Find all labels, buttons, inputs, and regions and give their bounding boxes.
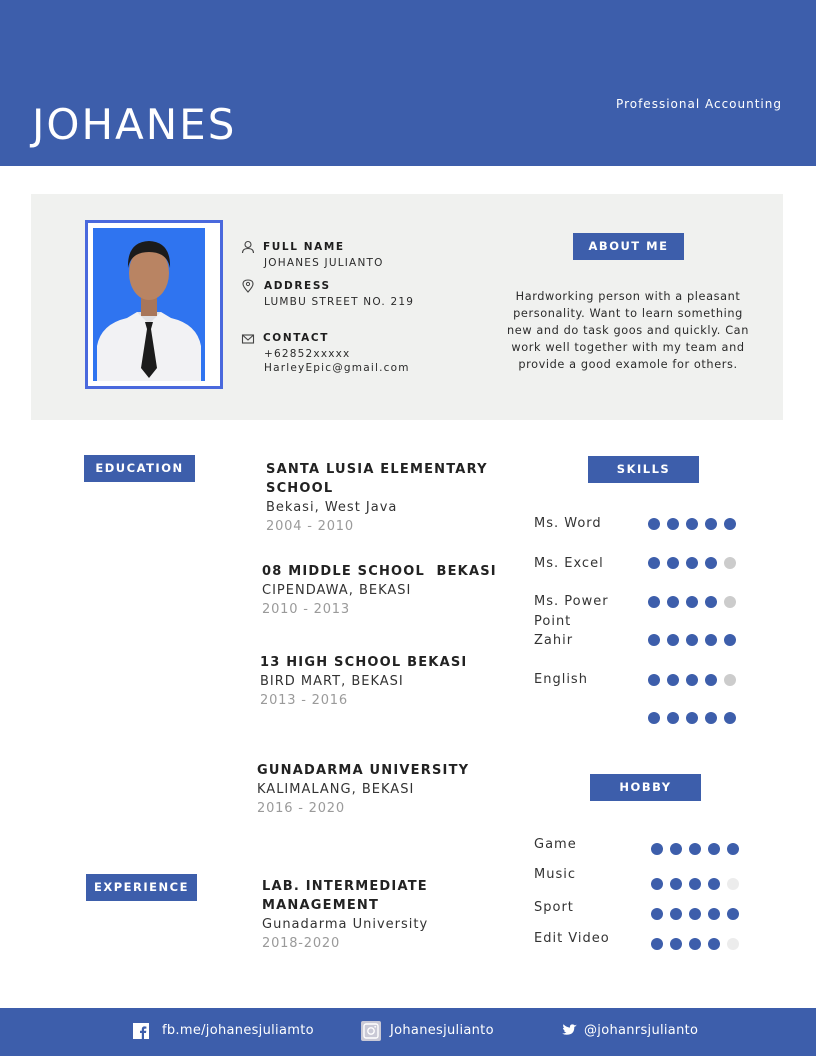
hobby-label: Music [534, 867, 576, 882]
skill-level-dot [705, 712, 717, 724]
hobby-level-dot [651, 878, 663, 890]
skill-label: English [534, 672, 588, 687]
skill-level-dot [724, 557, 736, 569]
about-me-text [507, 288, 749, 373]
skill-label: Ms. Power [534, 594, 609, 609]
contact-label: CONTACT [263, 332, 329, 344]
hobby-level-dot [651, 938, 663, 950]
person-silhouette-icon [93, 228, 205, 381]
education-title: GUNADARMA UNIVERSITY [257, 763, 470, 778]
hobby-level-dot [708, 878, 720, 890]
education-years: 2013 - 2016 [260, 693, 348, 708]
skill-level-dot [667, 596, 679, 608]
hobby-level-dot [670, 908, 682, 920]
experience-place: Gunadarma University [262, 917, 429, 932]
profile-photo [93, 228, 205, 381]
skill-level-dot [648, 596, 660, 608]
hobby-level-dot [670, 878, 682, 890]
profession-title: Professional Accounting [616, 97, 782, 111]
hobby-level-dot [689, 878, 701, 890]
instagram-link[interactable]: Johanesjulianto [390, 1023, 494, 1038]
skill-level-dot [724, 596, 736, 608]
skill-level-dot [686, 518, 698, 530]
facebook-icon[interactable] [133, 1023, 149, 1039]
education-heading: EDUCATION [84, 455, 195, 482]
skills-heading: SKILLS [588, 456, 699, 483]
full-name-label: FULL NAME [263, 241, 345, 253]
location-pin-icon [241, 279, 255, 293]
hobby-level-dot [670, 938, 682, 950]
twitter-icon[interactable] [559, 1024, 577, 1039]
hobby-level-dot [727, 878, 739, 890]
hobby-label: Sport [534, 900, 574, 915]
skill-level-dot [705, 518, 717, 530]
about-line: new and do task goos and quickly. Can [507, 324, 749, 337]
skill-level-dot [686, 634, 698, 646]
about-line: personality. Want to learn something [513, 307, 743, 320]
education-place: Bekasi, West Java [266, 500, 398, 515]
experience-title: MANAGEMENT [262, 898, 380, 913]
resume-name: JOHANES [32, 100, 237, 149]
skill-level-dot [724, 674, 736, 686]
skill-level-dot [648, 518, 660, 530]
hobby-level-dot [689, 938, 701, 950]
skill-level-dot [667, 712, 679, 724]
hobby-heading: HOBBY [590, 774, 701, 801]
skill-level-dot [648, 712, 660, 724]
skill-level-dot [724, 634, 736, 646]
hobby-level-dot [689, 843, 701, 855]
education-item [262, 562, 497, 619]
skill-level-dot [686, 674, 698, 686]
education-title: SANTA LUSIA ELEMENTARY [266, 462, 488, 477]
hobby-level-dot [727, 908, 739, 920]
skill-level-dot [705, 674, 717, 686]
skill-level-dot [648, 557, 660, 569]
hobby-level-dot [708, 908, 720, 920]
education-place: KALIMALANG, BEKASI [257, 782, 415, 797]
contact-email: HarleyEpic@gmail.com [264, 362, 410, 374]
experience-years: 2018-2020 [262, 936, 341, 951]
address-value: LUMBU STREET NO. 219 [264, 296, 415, 308]
skill-level-dot [686, 596, 698, 608]
skill-level-dot [724, 518, 736, 530]
skill-level-dot [667, 557, 679, 569]
hobby-level-dot [689, 908, 701, 920]
education-title: 08 MIDDLE SCHOOL BEKASI [262, 564, 497, 579]
hobby-level-dot [670, 843, 682, 855]
envelope-icon [241, 332, 255, 346]
education-place: CIPENDAWA, BEKASI [262, 583, 412, 598]
hobby-level-dot [651, 843, 663, 855]
contact-phone: +62852xxxxx [264, 348, 351, 360]
twitter-link[interactable]: @johanrsjulianto [584, 1023, 699, 1038]
skill-level-dot [705, 634, 717, 646]
skill-level-dot [667, 634, 679, 646]
full-name-value: JOHANES JULIANTO [264, 257, 384, 269]
education-years: 2016 - 2020 [257, 801, 345, 816]
about-me-heading: ABOUT ME [573, 233, 684, 260]
skill-level-dot [648, 634, 660, 646]
education-item [266, 460, 488, 536]
hobby-level-dot [727, 938, 739, 950]
education-item [260, 653, 467, 710]
education-place: BIRD MART, BEKASI [260, 674, 404, 689]
person-icon [241, 240, 255, 254]
about-line: Hardworking person with a pleasant [515, 290, 741, 303]
profile-photo-frame [85, 220, 223, 389]
address-label: ADDRESS [264, 280, 331, 292]
skill-level-dot [667, 674, 679, 686]
skill-level-dot [667, 518, 679, 530]
skill-level-dot [686, 557, 698, 569]
hobby-label: Edit Video [534, 931, 610, 946]
facebook-link[interactable]: fb.me/johanesjuliamto [162, 1023, 314, 1038]
skill-label: Point [534, 614, 572, 629]
education-years: 2010 - 2013 [262, 602, 350, 617]
skill-level-dot [648, 674, 660, 686]
skill-label: Zahir [534, 633, 574, 648]
hobby-level-dot [727, 843, 739, 855]
about-line: provide a good examole for others. [518, 358, 738, 371]
experience-heading: EXPERIENCE [86, 874, 197, 901]
hobby-level-dot [708, 843, 720, 855]
experience-title: LAB. INTERMEDIATE [262, 879, 428, 894]
education-years: 2004 - 2010 [266, 519, 354, 534]
hobby-level-dot [651, 908, 663, 920]
education-title: 13 HIGH SCHOOL BEKASI [260, 655, 468, 670]
about-line: work well together with my team and [511, 341, 745, 354]
skill-label: Ms. Excel [534, 556, 604, 571]
skill-label: Ms. Word [534, 516, 602, 531]
hobby-label: Game [534, 837, 577, 852]
instagram-icon[interactable] [361, 1021, 381, 1041]
education-title: SCHOOL [266, 481, 334, 496]
skill-level-dot [705, 557, 717, 569]
skill-level-dot [705, 596, 717, 608]
experience-item [262, 877, 428, 953]
skill-level-dot [686, 712, 698, 724]
skill-level-dot [724, 712, 736, 724]
hobby-level-dot [708, 938, 720, 950]
education-item [257, 761, 469, 818]
